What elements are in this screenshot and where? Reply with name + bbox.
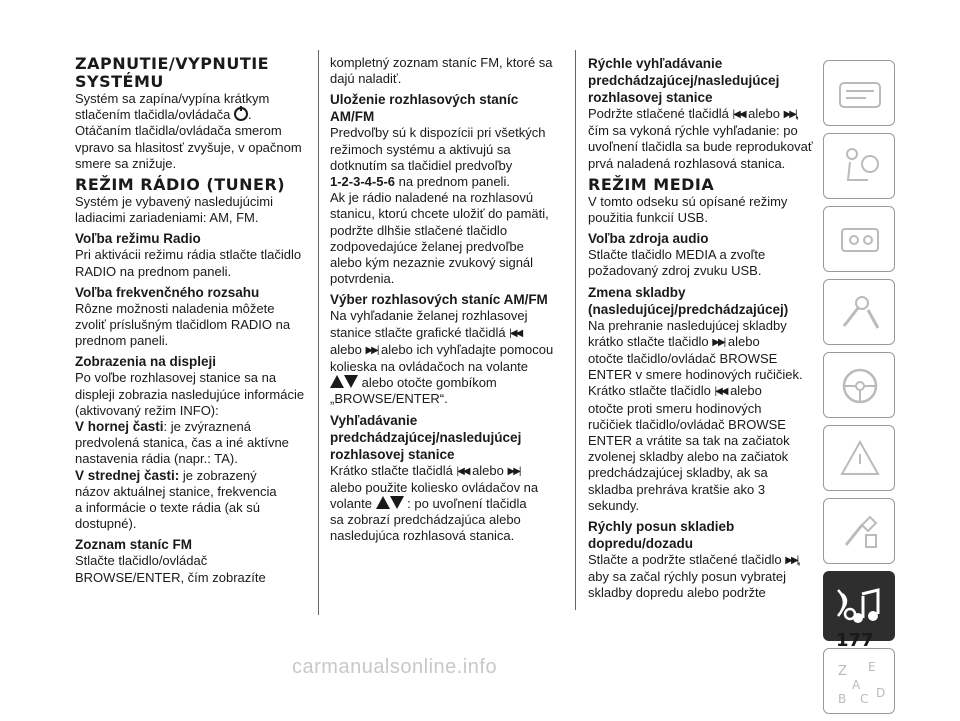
- subheading: Výber rozhlasových staníc AM/FM: [330, 292, 548, 308]
- subheading: Voľba zdroja audio: [588, 231, 709, 247]
- tab-steering-wheel[interactable]: [823, 352, 895, 418]
- paragraph: kompletný zoznam staníc FM, ktoré sa dajú naladiť.: [330, 55, 553, 87]
- paragraph: Predvoľby sú k dispozícii pri všetkých režimoch systému a aktivujú sa dotknutím sa tlačidiel predvoľby 1-2-3-4-5-6 na prednom paneli. Ak je rádio naladené na rozhlasovú stanicu, ktorú chcete uložiť do pamäti, podržte dlhšie stlačené tlačidlo zodpovedajúce želanej predvoľbe alebo kým nezaznie zvukový signál potvrdenia.: [330, 125, 549, 287]
- column-3: [588, 55, 816, 602]
- paragraph: V tomto odseku sú opísané režimy použitia funkcií USB.: [588, 193, 788, 226]
- tab-key-wrench[interactable]: [823, 279, 895, 345]
- tab-maintenance-tools[interactable]: [823, 498, 895, 564]
- paragraph: Systém sa zapína/vypína krátkym stlačením tlačidla/ovládača . Otáčaním tlačidla/ovládača smerom vpravo sa hlasitosť zvyšuje, v opačnom smere sa znižuje.: [75, 91, 302, 171]
- subheading: predchádzajúcej/nasledujúcej: [330, 429, 522, 445]
- next-track-icon: ▶▶|: [365, 344, 378, 356]
- subheading: Voľba režimu Radio: [75, 231, 201, 247]
- subheading: Voľba frekvenčného rozsahu: [75, 284, 260, 300]
- column-2: [330, 55, 562, 545]
- svg-text:A: A: [852, 678, 861, 692]
- subheading: dopredu/dozadu: [588, 536, 693, 552]
- tab-airbag-seat[interactable]: [823, 133, 895, 199]
- subheading: Zmena skladby: [588, 284, 686, 300]
- steering-wheel-icon: [832, 361, 888, 411]
- tab-car-dashboard[interactable]: [823, 60, 895, 126]
- maintenance-tools-icon: [832, 507, 888, 557]
- arrow-up-icon: [330, 375, 344, 388]
- section-heading: ZAPNUTIE/VYPNUTIE: [75, 54, 270, 73]
- paragraph: Systém je vybavený nasledujúcimi ladiacimi zariadeniami: AM, FM.: [75, 194, 273, 226]
- next-track-icon: ▶▶|: [785, 555, 798, 567]
- subheading: Uloženie rozhlasových staníc: [330, 92, 519, 108]
- paragraph: Na vyhľadanie želanej rozhlasovej stanice stlačte grafické tlačidlá |◀◀ alebo ▶▶| alebo ich vyhľadajte pomocou kolieska na ovládačoch na volante alebo otočte gombíkom „BROWSE/ENTER“.: [330, 308, 554, 407]
- arrow-down-icon: [344, 375, 358, 388]
- page-number: 177: [836, 630, 874, 651]
- paragraph: Rôzne možnosti naladenia môžete zvoliť príslušným tlačidlom RADIO na prednom paneli.: [75, 300, 291, 349]
- paragraph: Stlačte a podržte stlačené tlačidlo ▶▶|, aby sa začal rýchly posun vybratej skladby dopredu alebo podržte: [588, 552, 801, 601]
- arrow-down-icon: [390, 496, 404, 509]
- column-1: [75, 55, 305, 586]
- column-divider: [575, 50, 576, 610]
- previous-track-icon: |◀◀: [456, 465, 469, 477]
- svg-text:Z: Z: [838, 664, 847, 679]
- subheading: (nasledujúcej/predchádzajúcej): [588, 301, 789, 317]
- paragraph: Na prehranie nasledujúcej skladby krátko stlačte tlačidlo ▶▶| alebo otočte tlačidlo/ovládač BROWSE ENTER v smere hodinových ručičiek. Krátko stlačte tlačidlo |◀◀ alebo otočte proti smeru hodinových ručičiek tlačidlo/ovládač BROWSE ENTER a vrátite sa tak na začiatok zvolenej skladby alebo na začiatok predchádzajúcej skladby, ak sa skladba prehráva kratšie ako 3 sekundy.: [588, 317, 803, 513]
- chapter-tabs: [823, 60, 895, 721]
- tab-index[interactable]: [823, 648, 895, 714]
- svg-text:B: B: [838, 692, 847, 706]
- arrow-up-icon: [376, 496, 390, 509]
- subheading: rozhlasovej stanice: [330, 446, 455, 462]
- paragraph: Krátko stlačte tlačidlá |◀◀ alebo ▶▶| alebo použite koliesko ovládačov na volante : po uvoľnení tlačidla sa zobrazí predchádzajúca alebo nasledujúca rozhlasová stanica.: [330, 462, 539, 544]
- hazard-road-icon: [832, 434, 888, 484]
- paragraph: Pri aktivácii režimu rádia stlačte tlačidlo RADIO na prednom paneli.: [75, 247, 302, 279]
- paragraph: Po voľbe rozhlasovej stanice sa na displeji zobrazia nasledujúce informácie (aktivovaný režim INFO): V hornej časti: je zvýraznená predvolená stanica, čas a iné aktívne nastavenia rádia (napr.: TA). V strednej časti: je zobrazený názov aktuálnej stanice, frekvencia a informácie o texte rádia (ak sú dostupné).: [75, 370, 305, 532]
- subheading: Zobrazenia na displeji: [75, 354, 217, 370]
- index-letters-icon: [832, 657, 888, 707]
- section-heading: REŽIM RÁDIO (TUNER): [75, 175, 286, 195]
- tab-hazard-road[interactable]: [823, 425, 895, 491]
- section-heading: SYSTÉMU: [75, 72, 164, 91]
- svg-text:C: C: [860, 692, 869, 706]
- warning-lights-icon: [832, 215, 888, 265]
- tab-warning-lights[interactable]: [823, 206, 895, 272]
- paragraph: Stlačte tlačidlo/ovládač BROWSE/ENTER, čím zobrazíte: [75, 553, 266, 585]
- svg-text:E: E: [868, 660, 876, 674]
- previous-track-icon: |◀◀: [509, 327, 522, 339]
- section-heading: REŽIM MEDIA: [588, 174, 715, 194]
- key-wrench-icon: [832, 288, 888, 338]
- subheading: Zoznam staníc FM: [75, 537, 193, 553]
- subheading: Rýchly posun skladieb: [588, 519, 735, 535]
- next-track-icon: ▶▶|: [783, 109, 796, 120]
- watermark: carmanualsonline.info: [292, 656, 498, 678]
- svg-text:D: D: [876, 686, 886, 700]
- next-track-icon: ▶▶|: [507, 465, 520, 477]
- multimedia-icon: [832, 580, 888, 634]
- column-divider: [318, 50, 319, 615]
- paragraph: Stlačte tlačidlo MEDIA a zvoľte požadovaný zdroj zvuku USB.: [588, 247, 766, 279]
- subheading: Rýchle vyhľadávanie: [588, 56, 723, 71]
- subheading: predchádzajúcej/nasledujúcej: [588, 73, 780, 88]
- power-knob-icon: [234, 107, 248, 121]
- airbag-seat-icon: [832, 142, 888, 192]
- subheading: rozhlasovej stanice: [588, 90, 713, 105]
- next-track-icon: ▶▶|: [712, 336, 725, 348]
- previous-track-icon: |◀◀: [732, 109, 745, 120]
- subheading: AM/FM: [330, 109, 375, 125]
- car-dashboard-icon: [832, 69, 888, 119]
- previous-track-icon: |◀◀: [714, 386, 727, 398]
- paragraph: Podržte stlačené tlačidlá |◀◀ alebo ▶▶|, čím sa vykoná rýchle vyhľadanie: po uvoľnení tlačidla sa bude reprodukovať prvá naladená rozhlasová stanica.: [588, 106, 813, 171]
- subheading: Vyhľadávanie: [330, 412, 418, 428]
